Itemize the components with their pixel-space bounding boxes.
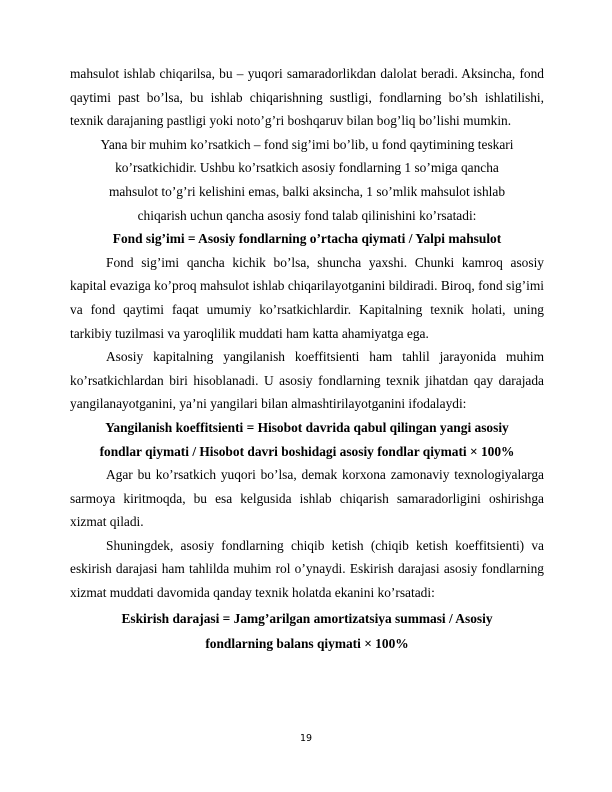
paragraph-fond-qaytimi-conclusion: mahsulot ishlab chiqarilsa, bu – yuqori samaradorlikdan dalolat beradi. Aksincha, fond qaytimi past bo’lsa, bu ishlab chiqarishning sustligi, fondlarning bo’sh ishlatilishi, texnik darajaning pastligi yoki noto’g’ri boshqaruv bilan bog’liq bo’lishi mumkin. [70,66,544,129]
paragraph-yangilanish-explanation: Agar bu ko’rsatkich yuqori bo’lsa, demak korxona zamonaviy texnologiyalarga sarmoya kiritmoqda, bu esa kelgusida ishlab chiqarish samaradorligini oshirishga xizmat qiladi. [70,467,544,530]
formula-yangilanish-line1: Yangilanish koeffitsienti = Hisobot davrida qabul qilingan yangi asosiy [105,419,509,435]
paragraph-fond-sigimi-explanation: Fond sig’imi qancha kichik bo’lsa, shuncha yaxshi. Chunki kamroq asosiy kapital evaziga ko’proq mahsulot ishlab chiqarilayotganini bildiradi. Biroq, fond sig’imi va fond qaytimi faqat umumiy ko’rsatkichlardir. Kapitalning texnik holati, uning tarkibiy tuzilmasi va yaroqlilik muddati ham katta ahamiyatga ega. [70,254,544,341]
page-number: 19 [299,733,313,744]
paragraph-eskirish-intro: Shuningdek, asosiy fondlarning chiqib ketish (chiqib ketish koeffitsienti) va eskirish darajasi ham tahlilda muhim rol o’ynaydi. Eskirish darajasi asosiy fondlarning xizmat muddati davomida qanday texnik holatda ekanini ko’rsatadi: [70,537,544,601]
paragraph-yangilanish-intro: Asosiy kapitalning yangilanish koeffitsienti ham tahlil jarayonida muhim ko’rsatkichlardan biri hisoblanadi. U asosiy fondlarning texnik jihatdan qay darajada yangilanayotganini, ya’ni yangilari bilan almashtirilayotganini ifodalaydi: [70,349,544,412]
formula-yangilanish-line2: fondlar qiymati / Hisobot davri boshidagi asosiy fondlar qiymati × 100% [99,443,515,459]
paragraph-fond-sigimi-intro: Yana bir muhim ko’rsatkich – fond sig’imi bo’lib, u fond qaytimining teskari ko’rsatkichidir. Ushbu ko’rsatkich asosiy fondlarning 1 so’miga qancha mahsulot to’g’ri kelishini emas, balki aksincha, 1 so’mlik mahsulot ishlab chiqarish uchun qancha asosiy fond talab qilinishini ko’rsatadi: [100,136,514,223]
document-page [70,62,544,656]
formula-eskirish-line2: fondlarning balans qiymati × 100% [205,636,409,652]
formula-eskirish-line1: Eskirish darajasi = Jamg’arilgan amortizatsiya summasi / Asosiy [121,610,493,626]
formula-fond-sigimi: Fond sig’imi = Asosiy fondlarning o’rtacha qiymati / Yalpi mahsulot [112,231,502,247]
